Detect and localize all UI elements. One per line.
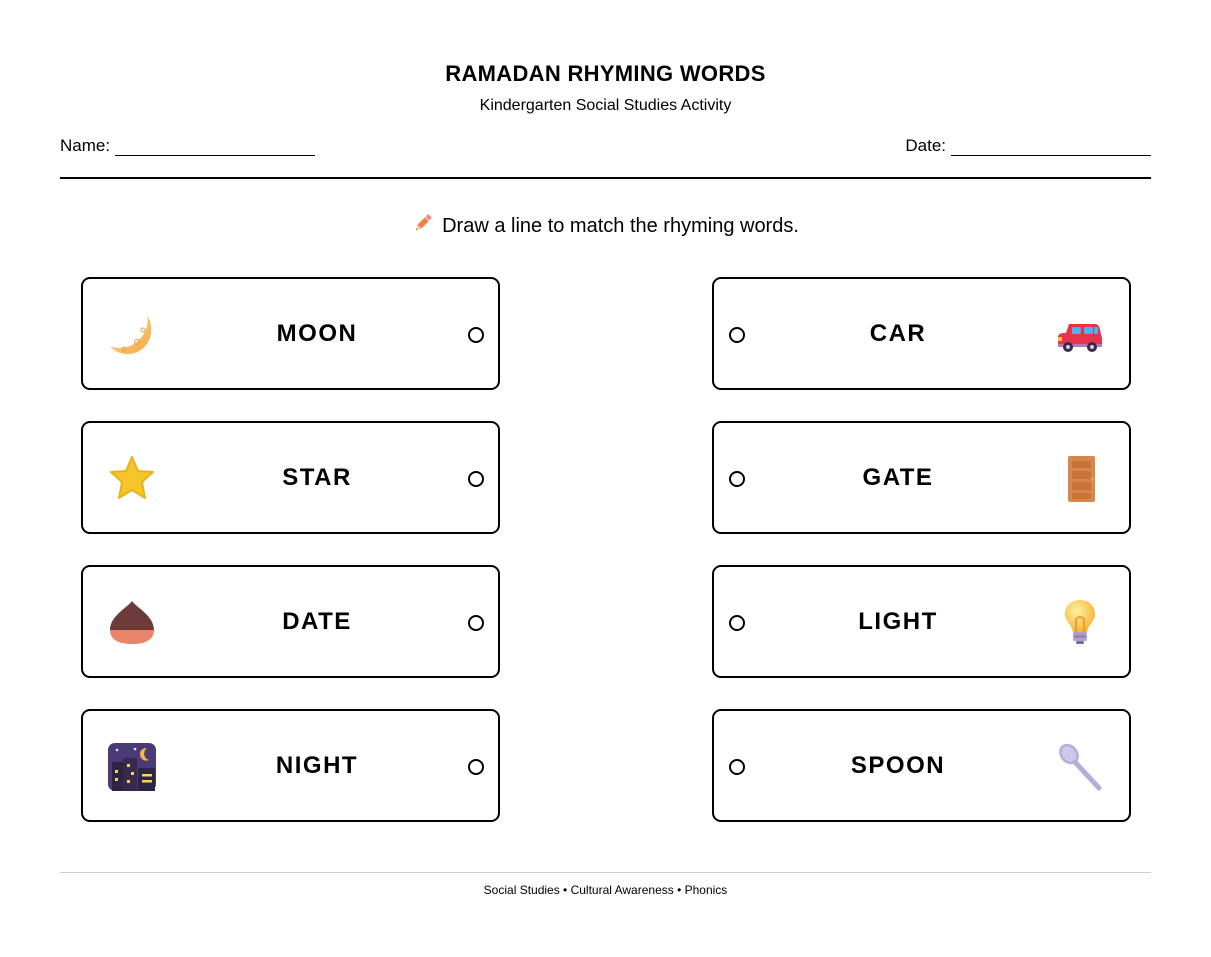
match-dot[interactable] [468,327,484,343]
car-icon [1055,310,1105,360]
word-label: LIGHT [858,607,938,635]
page-title: RAMADAN RHYMING WORDS [445,61,766,86]
word-label: MOON [276,319,358,347]
word-label: GATE [862,463,934,491]
left-card-star[interactable] [81,421,500,534]
match-dot[interactable] [468,615,484,631]
word-label: NIGHT [275,751,359,779]
page-subtitle: Kindergarten Social Studies Activity [479,97,732,114]
pencil-icon [412,212,434,240]
word-label: STAR [282,463,352,491]
footer-text: Social Studies • Cultural Awareness • Phonics [483,883,728,897]
match-dot[interactable] [729,327,745,343]
spoon-icon [1055,742,1105,792]
date-field[interactable] [905,136,1151,156]
date-label: Date: [905,136,946,155]
match-dot[interactable] [468,759,484,775]
chestnut-date-icon [107,598,157,648]
instruction-text: Draw a line to match the rhyming words. [442,214,799,237]
match-dot[interactable] [729,615,745,631]
footer-divider [60,872,1151,873]
match-dot[interactable] [468,471,484,487]
name-label: Name: [60,136,111,155]
light-bulb-icon [1055,598,1105,648]
star-icon [107,454,157,504]
left-card-night[interactable] [81,709,500,822]
word-label: DATE [282,607,352,635]
header-divider [60,177,1151,179]
right-card-car[interactable] [712,277,1131,390]
door-icon [1055,454,1105,504]
night-city-icon [107,742,157,792]
left-card-date[interactable] [81,565,500,678]
crescent-moon-icon [107,310,157,360]
word-label: SPOON [850,751,946,779]
right-card-gate[interactable] [712,421,1131,534]
instruction [60,212,1151,240]
right-card-spoon[interactable] [712,709,1131,822]
name-field[interactable] [60,136,315,156]
right-card-light[interactable] [712,565,1131,678]
match-dot[interactable] [729,471,745,487]
name-blank-line[interactable] [115,141,315,156]
word-label: CAR [869,319,927,347]
left-card-moon[interactable] [81,277,500,390]
date-blank-line[interactable] [951,141,1151,156]
match-dot[interactable] [729,759,745,775]
